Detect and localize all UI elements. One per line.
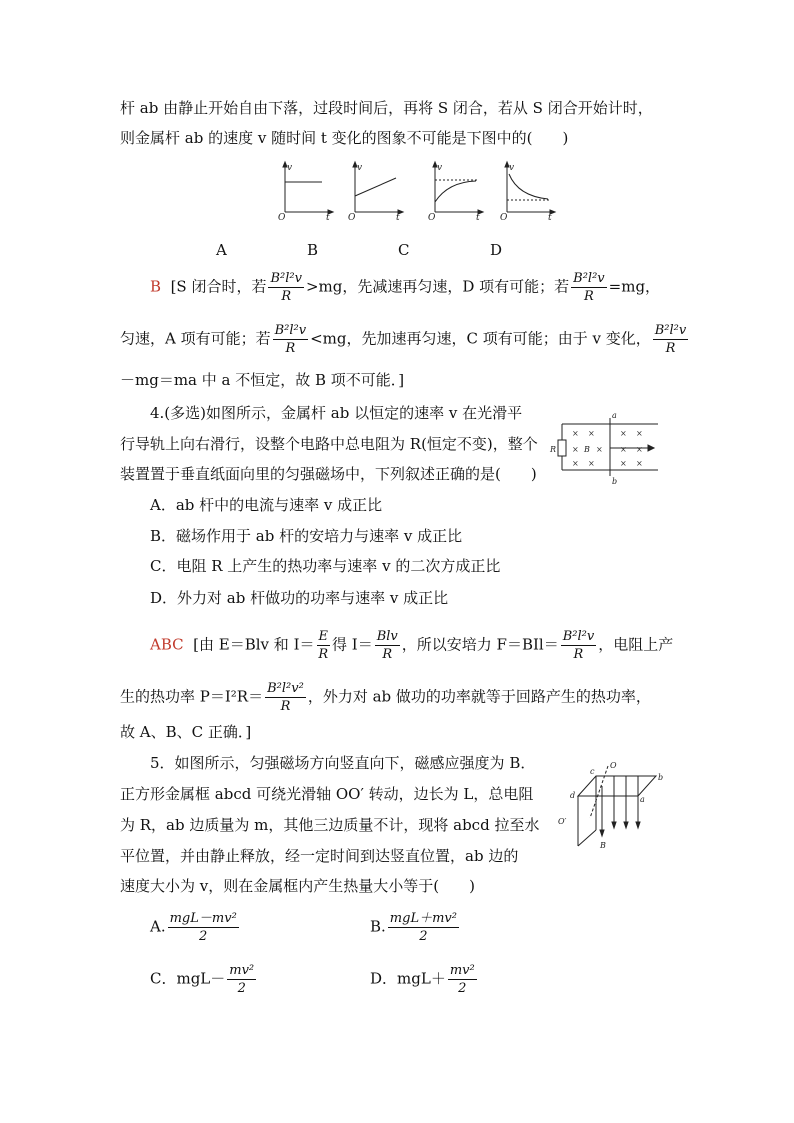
q4-answer-line1: ABC [由 E＝Blv 和 I＝ $\frac{E}{R}$ 得 I＝ $\frac{\text{Blv}}{R}$ ，所以安培力 F＝BIl＝ $\frac{\text{B²l²v}}{R}$ ，电阻上产	[150, 629, 674, 662]
svg-text:×: ×	[636, 445, 643, 454]
q5-line5: 速度大小为 v，则在金属框内产生热量大小等于( )	[120, 877, 475, 895]
q5-option-b: B. $\frac{\text{mgL＋mv²}}{2}$	[370, 911, 457, 944]
q3-graphs	[270, 160, 570, 222]
svg-text:t: t	[326, 213, 330, 222]
svg-text:t: t	[476, 213, 480, 222]
svg-text:t: t	[396, 213, 400, 222]
graph-label-a: A	[216, 241, 227, 259]
q5-frame-figure	[556, 758, 671, 860]
q3-answer-line3: －mg＝ma 中 a 不恒定，故 B 项不可能．]	[120, 371, 405, 389]
svg-text:×: ×	[572, 429, 579, 438]
q5-line4: 平位置，并由静止释放，经一定时间到达竖直位置，ab 边的	[120, 847, 519, 865]
q5-option-c: C．mgL－ $\frac{\text{mv²}}{2}$	[150, 963, 255, 996]
svg-text:×: ×	[588, 459, 595, 468]
graph-label-d: D	[490, 241, 503, 259]
svg-text:R: R	[550, 445, 557, 454]
q3-answer-line1: B [S 闭合时，若 $\frac{\text{B²l²v}}{R}$ >mg，先减速再匀速，D 项有可能；若 $\frac{\text{B²l²v}}{R}$ =mg，	[150, 271, 661, 304]
svg-text:O′: O′	[558, 817, 567, 826]
svg-text:d: d	[570, 791, 576, 800]
q4-option-c: C．电阻 R 上产生的热功率与速率 v 的二次方成正比	[150, 557, 501, 575]
svg-text:t: t	[548, 213, 552, 222]
svg-text:O: O	[500, 213, 508, 222]
q4-option-b: B．磁场作用于 ab 杆的安培力与速率 v 成正比	[150, 527, 463, 545]
svg-text:v: v	[357, 163, 363, 173]
svg-text:×: ×	[620, 445, 627, 454]
q3-line2: 则金属杆 ab 的速度 v 随时间 t 变化的图象不可能是下图中的( )	[120, 129, 569, 147]
svg-text:c: c	[590, 767, 595, 776]
q5-option-d: D．mgL＋ $\frac{\text{mv²}}{2}$	[370, 963, 475, 996]
q4-option-a: A．ab 杆中的电流与速率 v 成正比	[150, 496, 383, 514]
q3-line1: 杆 ab 由静止开始自由下落，过段时间后，再将 S 闭合，若从 S 闭合开始计时，	[120, 99, 653, 117]
q5-line2: 正方形金属框 abcd 可绕光滑轴 OO′ 转动，边长为 L，总电阻	[120, 785, 534, 803]
svg-text:×: ×	[572, 459, 579, 468]
q4-option-d: D．外力对 ab 杆做功的功率与速率 v 成正比	[150, 589, 449, 607]
q4-line1: 4.(多选)如图所示，金属杆 ab 以恒定的速率 v 在光滑平	[150, 404, 523, 422]
q4-line2: 行导轨上向右滑行，设整个电路中总电阻为 R(恒定不变)，整个	[120, 435, 538, 453]
svg-text:a: a	[640, 795, 645, 804]
svg-text:a: a	[612, 411, 617, 420]
svg-text:×: ×	[620, 459, 627, 468]
q5-line3: 为 R，ab 边质量为 m，其他三边质量不计，现将 abcd 拉至水	[120, 816, 540, 834]
svg-text:B: B	[600, 841, 606, 850]
q4-answer-line3: 故 A、B、C 正确．]	[120, 723, 252, 741]
svg-text:O: O	[348, 213, 356, 222]
svg-text:O: O	[428, 213, 436, 222]
q4-answer-line2: 生的热功率 P＝I²R＝ $\frac{\text{B²l²v²}}{R}$ ，外力对 ab 做功的功率就等于回路产生的热功率，	[120, 681, 651, 714]
svg-text:B: B	[584, 445, 590, 454]
svg-text:v: v	[287, 163, 293, 173]
q5-option-a: A. $\frac{\text{mgL－mv²}}{2}$	[150, 911, 237, 944]
svg-text:×: ×	[620, 429, 627, 438]
svg-text:b: b	[612, 477, 618, 486]
svg-text:×: ×	[636, 459, 643, 468]
svg-text:×: ×	[572, 445, 579, 454]
svg-text:×: ×	[596, 445, 603, 454]
svg-text:b: b	[658, 773, 664, 782]
q3-answer-line2: 匀速，A 项有可能；若 $\frac{\text{B²l²v}}{R}$ <mg，先加速再匀速，C 项有可能；由于 v 变化， $\frac{\text{B²l²v}}{R}$	[120, 323, 687, 356]
graph-label-c: C	[398, 241, 410, 259]
svg-text:v: v	[509, 163, 515, 173]
svg-text:×: ×	[636, 429, 643, 438]
svg-text:O: O	[610, 761, 617, 770]
graph-label-b: B	[307, 241, 319, 259]
svg-text:O: O	[278, 213, 286, 222]
svg-text:×: ×	[588, 429, 595, 438]
q4-line3: 装置置于垂直纸面向里的匀强磁场中，下列叙述正确的是( )	[120, 465, 537, 483]
q5-line1: 5．如图所示，匀强磁场方向竖直向下，磁感应强度为 B．	[150, 754, 536, 772]
svg-text:v: v	[437, 163, 443, 173]
q4-circuit-figure	[548, 410, 663, 486]
